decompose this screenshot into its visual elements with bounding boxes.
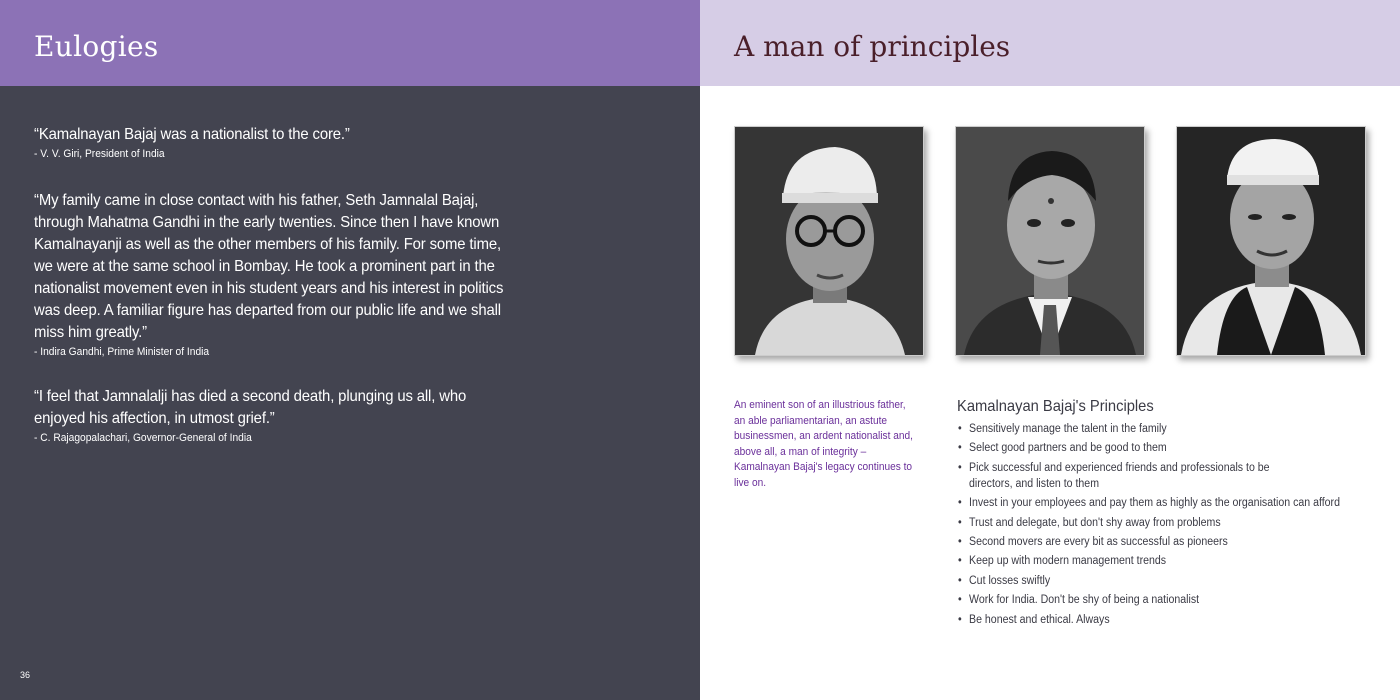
page-title-eulogies: Eulogies xyxy=(34,30,159,63)
principle-item: • Keep up with modern management trends xyxy=(958,553,1344,569)
principle-item: • Trust and delegate, but don't shy away from problems xyxy=(958,515,1344,531)
portrait-photo xyxy=(734,126,924,356)
right-header-band xyxy=(700,0,1400,86)
quote-attribution: - Indira Gandhi, Prime Minister of India xyxy=(34,346,210,358)
portrait-photo xyxy=(955,126,1145,356)
caption-text: An eminent son of an illustrious father, an able parliamentarian, an astute businessmen, an ardent nationalist and, above all, a man of integrity – Kamalnayan Bajaj's legacy continues to live on. xyxy=(734,399,913,489)
quote-text: “My family came in close contact with his father, Seth Jamnalal Bajaj, through Mahatma Gandhi in the early twenties. Since then I have known Kamalnayanji as well as the other members of his family. For some time, we were at the same school in Bombay. He took a prominent part in the nationalist movement even in his student years and his interest in politics was deep. A familiar figure has departed from our public life and we shall miss him greatly.” xyxy=(34,192,504,341)
principles-list xyxy=(958,421,1344,631)
quote-block xyxy=(34,124,514,160)
page-number: 36 xyxy=(20,670,31,680)
principle-item: • Pick successful and experienced friends and professionals to be directors, and listen to them xyxy=(958,460,1286,492)
principle-item: • Be honest and ethical. Always xyxy=(958,612,1344,628)
quote-attribution: - V. V. Giri, President of India xyxy=(34,148,165,160)
portrait-icon xyxy=(1177,127,1365,355)
principle-item: • Second movers are every bit as successful as pioneers xyxy=(958,534,1344,550)
left-header-band xyxy=(0,0,700,86)
principle-item: • Invest in your employees and pay them as highly as the organisation can afford xyxy=(958,495,1344,511)
page-title-principles: A man of principles xyxy=(734,30,1011,63)
principle-item: • Select good partners and be good to them xyxy=(958,440,1344,456)
quote-attribution: - C. Rajagopalachari, Governor-General of India xyxy=(34,432,252,444)
principle-item: • Cut losses swiftly xyxy=(958,573,1344,589)
principle-item: • Sensitively manage the talent in the family xyxy=(958,421,1344,437)
principle-item: • Work for India. Don't be shy of being a nationalist xyxy=(958,592,1344,608)
quote-text: “I feel that Jamnalalji has died a second death, plunging us all, who enjoyed his affection, in utmost grief.” xyxy=(34,388,467,427)
quote-text: “Kamalnayan Bajaj was a nationalist to the core.” xyxy=(34,126,350,143)
portrait-icon xyxy=(956,127,1144,355)
principles-heading: Kamalnayan Bajaj's Principles xyxy=(957,398,1154,415)
right-page xyxy=(700,0,1400,700)
quote-block xyxy=(34,190,514,358)
portrait-photo xyxy=(1176,126,1366,356)
quote-block xyxy=(34,386,514,444)
portrait-icon xyxy=(735,127,923,355)
